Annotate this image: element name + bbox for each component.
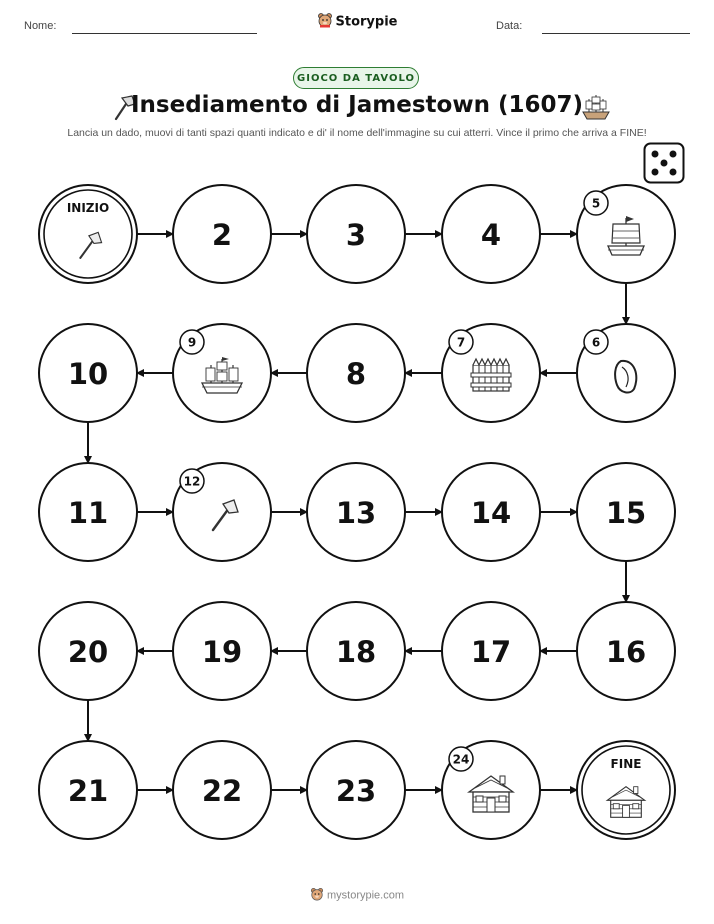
instructions: Lancia un dado, muovi di tanti spazi quanti indicato e di' il nome dell'immagine su cui atterri. Vince il primo che arriva a FINE!: [67, 127, 647, 139]
space-number: 13: [335, 496, 377, 530]
fence-icon: [471, 359, 511, 391]
board-space-3: [307, 185, 405, 283]
space-number: 24: [452, 752, 470, 767]
space-number: 8: [345, 357, 367, 391]
space-number: 21: [67, 774, 109, 808]
space-number: 16: [605, 635, 647, 669]
board-space-19: [173, 602, 271, 700]
board-space-22: [173, 741, 271, 839]
seed-icon: [615, 361, 636, 393]
board-space-4: [442, 185, 540, 283]
space-number: 18: [335, 635, 377, 669]
space-number: 2: [211, 218, 233, 252]
space-number: 6: [591, 335, 601, 350]
space-number: 19: [201, 635, 243, 669]
space-number: 14: [470, 496, 512, 530]
space-number: 7: [456, 335, 466, 350]
board-space-2: [173, 185, 271, 283]
space-number: 17: [470, 635, 512, 669]
space-number: 3: [345, 218, 367, 252]
space-number: 4: [480, 218, 502, 252]
board-space-23: [307, 741, 405, 839]
space-number: 22: [201, 774, 243, 808]
board-space-10: [39, 324, 137, 422]
space-number: 10: [67, 357, 109, 391]
space-number: 12: [183, 474, 201, 489]
game-type-badge: GIOCO DA TAVOLO: [293, 67, 419, 89]
name-label: Nome:: [24, 20, 57, 32]
board-space-11: [39, 463, 137, 561]
start-label: INIZIO: [66, 201, 110, 215]
board-space-6: [577, 324, 675, 422]
space-number: 9: [187, 335, 197, 350]
board-space-7: [442, 324, 540, 422]
board-space-12: [173, 463, 271, 561]
space-number: 23: [335, 774, 377, 808]
board-space-17: [442, 602, 540, 700]
finish-label: FINE: [610, 757, 642, 771]
page-title: Insediamento di Jamestown (1607): [131, 92, 583, 118]
brand-name: Storypie: [335, 14, 398, 30]
board-space-9: [173, 324, 271, 422]
board-space-20: [39, 602, 137, 700]
board-space-8: [307, 324, 405, 422]
board-space-18: [307, 602, 405, 700]
board-space-1: [39, 185, 137, 283]
bear-icon: [310, 887, 324, 904]
board-space-15: [577, 463, 675, 561]
board-space-16: [577, 602, 675, 700]
space-number: 20: [67, 635, 109, 669]
footer: [0, 887, 714, 904]
board-space-25: [577, 741, 675, 839]
date-label: Data:: [496, 20, 523, 32]
space-number: 15: [605, 496, 647, 530]
board-space-5: [577, 185, 675, 283]
footer-url: mystorypie.com: [326, 889, 405, 902]
space-number: 5: [591, 196, 601, 211]
board-space-14: [442, 463, 540, 561]
space-number: 11: [67, 496, 109, 530]
board-space-13: [307, 463, 405, 561]
board-space-24: [442, 741, 540, 839]
board-space-21: [39, 741, 137, 839]
